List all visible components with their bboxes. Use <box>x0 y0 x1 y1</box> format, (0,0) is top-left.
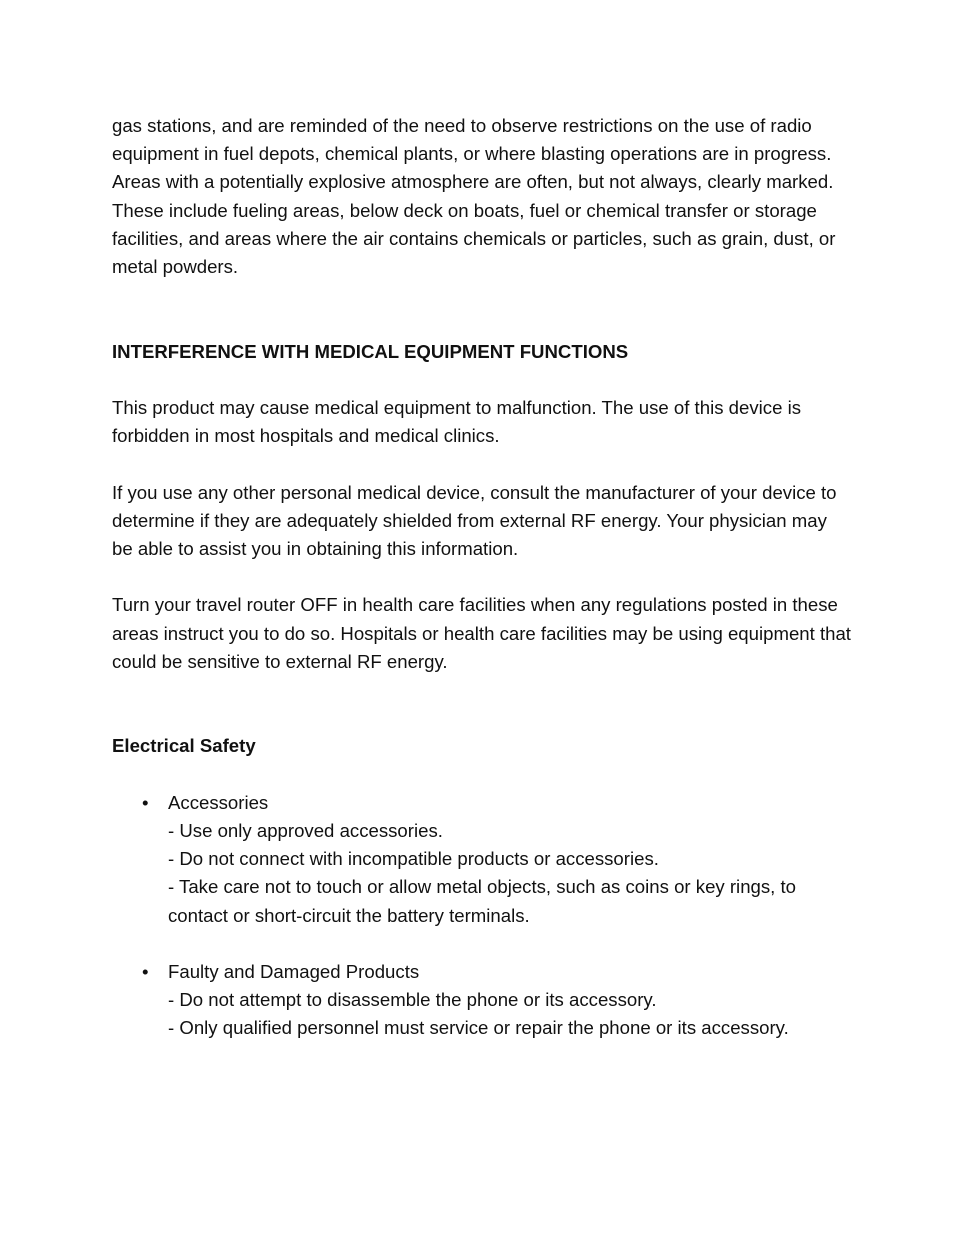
list-item-accessories <box>112 789 852 930</box>
bullet-icon: • <box>142 791 149 813</box>
bullet-icon: • <box>142 960 149 982</box>
list-item-title: Accessories <box>168 791 269 813</box>
list-item-line: - Use only approved accessories. <box>168 819 443 841</box>
spacer <box>112 450 852 478</box>
medical-paragraph-3: Turn your travel router OFF in health care facilities when any regulations posted in these areas instruct you to do so. Hospitals or health care facilities may be using equipment that could be sensitive to external RF energy. <box>112 594 851 672</box>
document-page <box>112 112 852 1043</box>
list-item-title: Faulty and Damaged Products <box>168 960 420 982</box>
electrical-section-heading: Electrical Safety <box>112 735 256 757</box>
medical-section-heading: INTERFERENCE WITH MEDICAL EQUIPMENT FUNCTIONS <box>112 340 629 362</box>
spacer <box>112 676 852 732</box>
spacer <box>112 366 852 394</box>
intro-paragraph: gas stations, and are reminded of the need to observe restrictions on the use of radio equipment in fuel depots, chemical plants, or where blasting operations are in progress. Areas with a potentially explosive atmosphere are often, but not always, clearly marked. These include fueling areas, below deck on boats, fuel or chemical transfer or storage facilities, and areas where the air contains chemicals or particles, such as grain, dust, or metal powders. <box>112 115 836 278</box>
electrical-safety-list <box>112 958 852 1043</box>
spacer <box>112 930 852 958</box>
list-item-line: - Take care not to touch or allow metal objects, such as coins or key rings, to contact or short-circuit the battery terminals. <box>168 876 797 926</box>
list-item-line: - Only qualified personnel must service or repair the phone or its accessory. <box>168 1017 789 1039</box>
spacer <box>112 563 852 591</box>
list-item-line: - Do not attempt to disassemble the phone or its accessory. <box>168 989 657 1011</box>
medical-paragraph-1: This product may cause medical equipment to malfunction. The use of this device is forbidden in most hospitals and medical clinics. <box>112 397 802 447</box>
medical-paragraph-2: If you use any other personal medical device, consult the manufacturer of your device to determine if they are adequately shielded from external RF energy. Your physician may be able to assist you in obtaining this information. <box>112 481 837 559</box>
spacer <box>112 761 852 789</box>
spacer <box>112 281 852 337</box>
electrical-safety-list <box>112 789 852 930</box>
list-item-line: - Do not connect with incompatible products or accessories. <box>168 848 659 870</box>
list-item-faulty-products <box>112 958 852 1043</box>
